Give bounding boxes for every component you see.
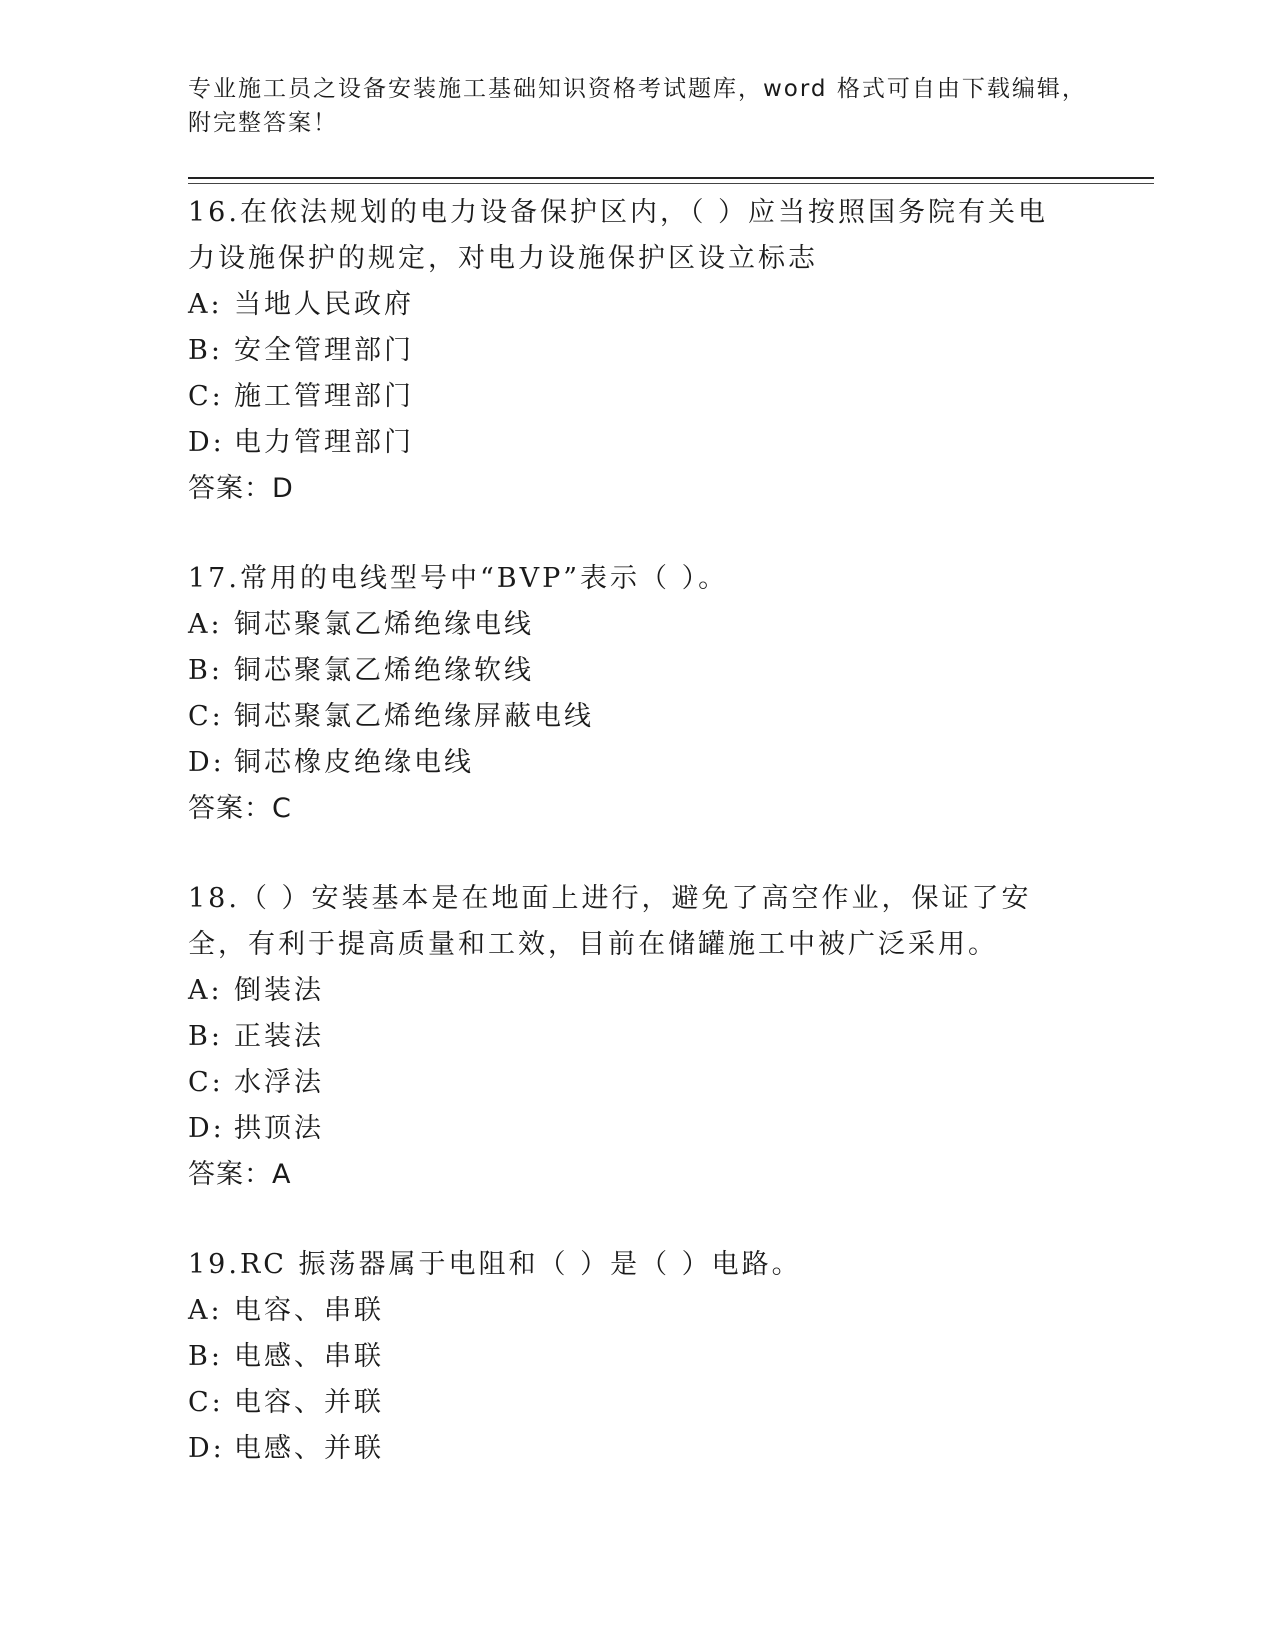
option-text: 电容、并联 <box>234 1387 384 1418</box>
question-spacer <box>188 512 1088 556</box>
option-letter: C: <box>188 701 224 732</box>
header-divider-thin <box>188 183 1154 184</box>
header-line-1: 专业施工员之设备安装施工基础知识资格考试题库，word 格式可自由下载编辑， <box>188 76 1087 102</box>
option-a <box>188 602 1088 648</box>
option-letter: A: <box>188 975 223 1006</box>
header-line-2: 附完整答案！ <box>188 110 338 136</box>
answer-line: 答案：C <box>188 793 292 824</box>
question-16 <box>188 190 1088 512</box>
question-18 <box>188 876 1088 1198</box>
option-text: 铜芯聚氯乙烯绝缘电线 <box>234 609 534 640</box>
header-divider-thick <box>188 177 1154 179</box>
option-text: 倒装法 <box>234 975 324 1006</box>
option-letter: C: <box>188 1067 224 1098</box>
option-text: 正装法 <box>234 1021 324 1052</box>
option-letter: B: <box>188 1021 223 1052</box>
option-c <box>188 374 1088 420</box>
option-letter: D: <box>188 1113 225 1144</box>
question-spacer <box>188 1198 1088 1242</box>
option-text: 水浮法 <box>234 1067 324 1098</box>
option-letter: C: <box>188 381 224 412</box>
document-header <box>188 72 1088 140</box>
option-c <box>188 1380 1088 1426</box>
answer-line: 答案：A <box>188 1159 292 1190</box>
option-b <box>188 648 1088 694</box>
question-spacer <box>188 832 1088 876</box>
question-19 <box>188 1242 1088 1472</box>
option-text: 铜芯聚氯乙烯绝缘软线 <box>234 655 534 686</box>
option-d <box>188 420 1088 466</box>
option-text: 安全管理部门 <box>234 335 414 366</box>
option-d <box>188 1106 1088 1152</box>
option-letter: A: <box>188 1295 223 1326</box>
option-text: 拱顶法 <box>234 1113 324 1144</box>
option-text: 电容、串联 <box>234 1295 384 1326</box>
option-c <box>188 1060 1088 1106</box>
option-letter: D: <box>188 1433 225 1464</box>
question-list <box>188 190 1088 1472</box>
option-text: 铜芯聚氯乙烯绝缘屏蔽电线 <box>234 701 594 732</box>
option-b <box>188 1334 1088 1380</box>
option-b <box>188 328 1088 374</box>
question-stem: 18.（ ）安装基本是在地面上进行，避免了高空作业，保证了安全，有利于提高质量和工效，目前在储罐施工中被广泛采用。 <box>188 883 1032 960</box>
option-letter: D: <box>188 747 225 778</box>
question-stem: 17.常用的电线型号中“BVP”表示（ ）。 <box>188 563 729 594</box>
option-letter: B: <box>188 655 223 686</box>
question-17 <box>188 556 1088 832</box>
answer-line: 答案：D <box>188 473 294 504</box>
option-d <box>188 740 1088 786</box>
option-letter: A: <box>188 289 223 320</box>
question-stem: 16.在依法规划的电力设备保护区内，（ ）应当按照国务院有关电力设施保护的规定，对电力设施保护区设立标志 <box>188 197 1049 274</box>
option-text: 当地人民政府 <box>234 289 414 320</box>
option-text: 电力管理部门 <box>234 427 414 458</box>
option-a <box>188 968 1088 1014</box>
option-letter: A: <box>188 609 223 640</box>
option-a <box>188 1288 1088 1334</box>
option-b <box>188 1014 1088 1060</box>
question-stem: 19.RC 振荡器属于电阻和（ ）是（ ）电路。 <box>188 1249 802 1280</box>
option-text: 施工管理部门 <box>234 381 414 412</box>
option-text: 电感、串联 <box>234 1341 384 1372</box>
option-a <box>188 282 1088 328</box>
option-letter: B: <box>188 1341 223 1372</box>
option-text: 电感、并联 <box>234 1433 384 1464</box>
option-c <box>188 694 1088 740</box>
option-letter: D: <box>188 427 225 458</box>
option-letter: B: <box>188 335 223 366</box>
option-d <box>188 1426 1088 1472</box>
option-text: 铜芯橡皮绝缘电线 <box>234 747 474 778</box>
option-letter: C: <box>188 1387 224 1418</box>
